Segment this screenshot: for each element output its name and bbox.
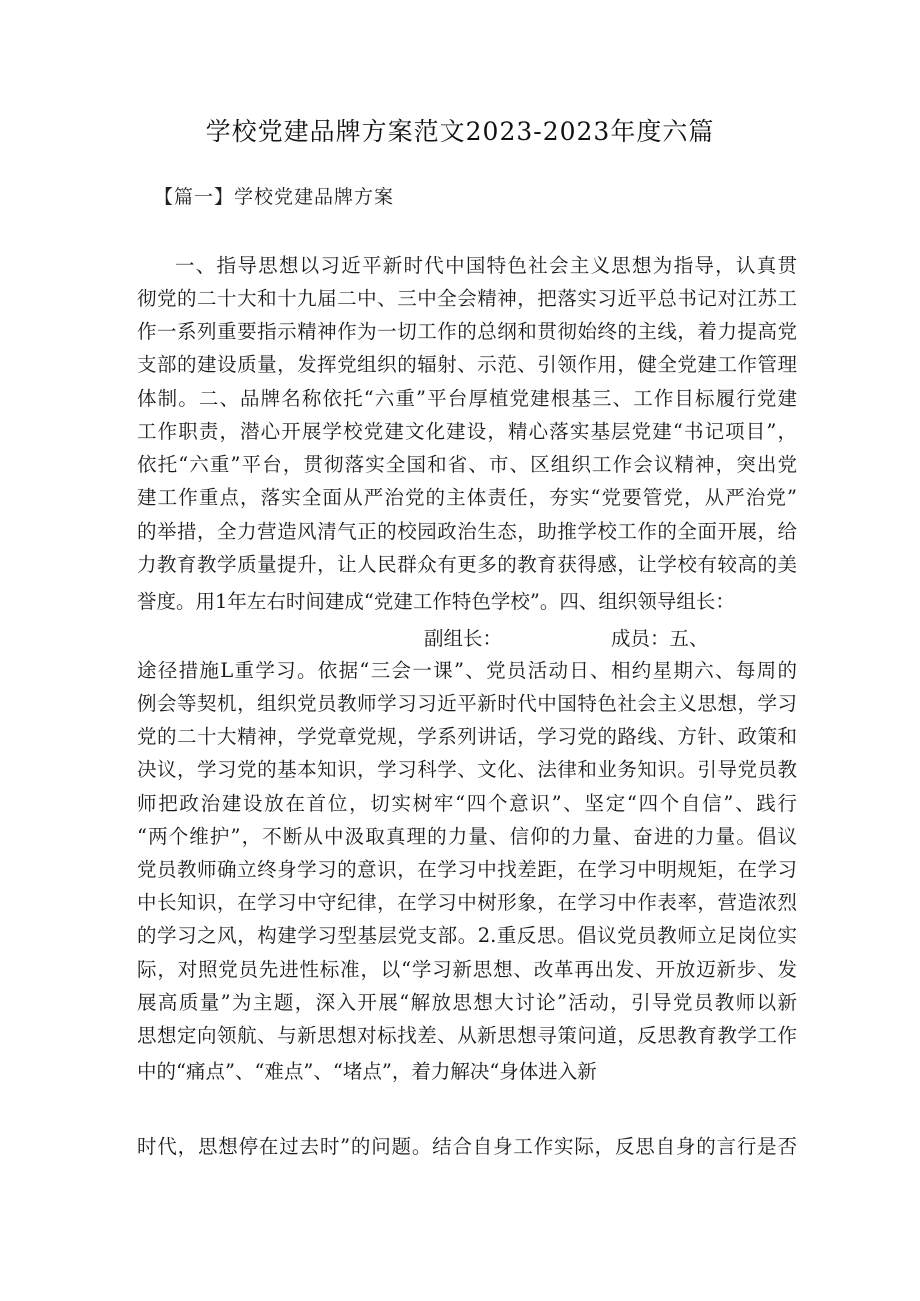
paragraph-line: 际，对照党员先进性标准，以“学习新思想、改革再出发、开放迈新步、发 [137,958,797,981]
paragraph-line: 支部的建设质量，发挥党组织的辐射、示范、引领作用，健全党建工作管理 [137,353,797,376]
paragraph-line: 工作职责，潜心开展学校党建文化建设，精心落实基层党建“书记项目”， [137,420,797,443]
paragraph-line: 作一系列重要指示精神作为一切工作的总纲和贯彻始终的主线，着力提高党 [137,320,797,343]
paragraph-line: 党的二十大精神，学党章党规，学系列讲话，学习党的路线、方针、政策和 [137,725,797,748]
paragraph-line: 依托“六重”平台，贯彻落实全国和省、市、区组织工作会议精神，突出党 [137,453,797,476]
paragraph-line: 建工作重点，落实全面从严治党的主体责任，夯实“党要管党，从严治党” [137,486,797,509]
paragraph-line: 中长知识，在学习中守纪律，在学习中树形象，在学习中作表率，营造浓烈 [137,891,797,914]
paragraph-line: 的举措，全力营造风清气正的校园政治生态，助推学校工作的全面开展，给 [137,520,797,543]
paragraph-line: 途径措施L重学习。依据“三会一课”、党员活动日、相约星期六、每周的 [137,659,797,682]
paragraph-line: 一、指导思想以习近平新时代中国特色社会主义思想为指导，认真贯 [175,254,797,277]
deputy-leader-label: 副组长： [424,627,503,650]
paragraph-line: 例会等契机，组织党员教师学习习近平新时代中国特色社会主义思想，学习 [137,692,797,715]
paragraph-line: 彻党的二十大和十九届二中、三中全会精神，把落实习近平总书记对江苏工 [137,287,797,310]
paragraph-line: 的学习之风，构建学习型基层党支部。2.重反思。倡议党员教师立足岗位实 [137,924,797,947]
paragraph-line: 体制。二、品牌名称依托“六重”平台厚植党建根基三、工作目标履行党建 [137,387,797,410]
paragraph-line: 誉度。用1年左右时间建成“党建工作特色学校”。四、组织领导组长： [137,590,735,613]
paragraph-line: 师把政治建设放在首位，切实树牢“四个意识”、坚定“四个自信”、践行 [137,792,797,815]
paragraph-line: 中的“痛点”、“难点”、“堵点”，着力解决“身体进入新 [137,1060,597,1083]
paragraph-line: “两个维护”，不断从中汲取真理的力量、信仰的力量、奋进的力量。倡议 [137,825,797,848]
paragraph-line: 党员教师确立终身学习的意识，在学习中找差距，在学习中明规矩，在学习 [137,858,797,881]
paragraph-line: 力教育教学质量提升，让人民群众有更多的教育获得感，让学校有较高的美 [137,553,797,576]
paragraph-line: 思想定向领航、与新思想对标找差、从新思想寻策问道，反思教育教学工作 [137,1024,797,1047]
paragraph-line: 展高质量”为主题，深入开展“解放思想大讨论”活动，引导党员教师以新 [137,991,797,1014]
paragraph-line: 决议，学习党的基本知识，学习科学、文化、法律和业务知识。引导党员教 [137,758,797,781]
paragraph-line: 时代，思想停在过去时”的问题。结合自身工作实际，反思自身的言行是否 [137,1135,797,1158]
document-title: 学校党建品牌方案范文2023-2023年度六篇 [205,117,715,146]
members-label: 成员：五、 [611,627,709,650]
section-heading: 【篇一】学校党建品牌方案 [154,186,395,208]
